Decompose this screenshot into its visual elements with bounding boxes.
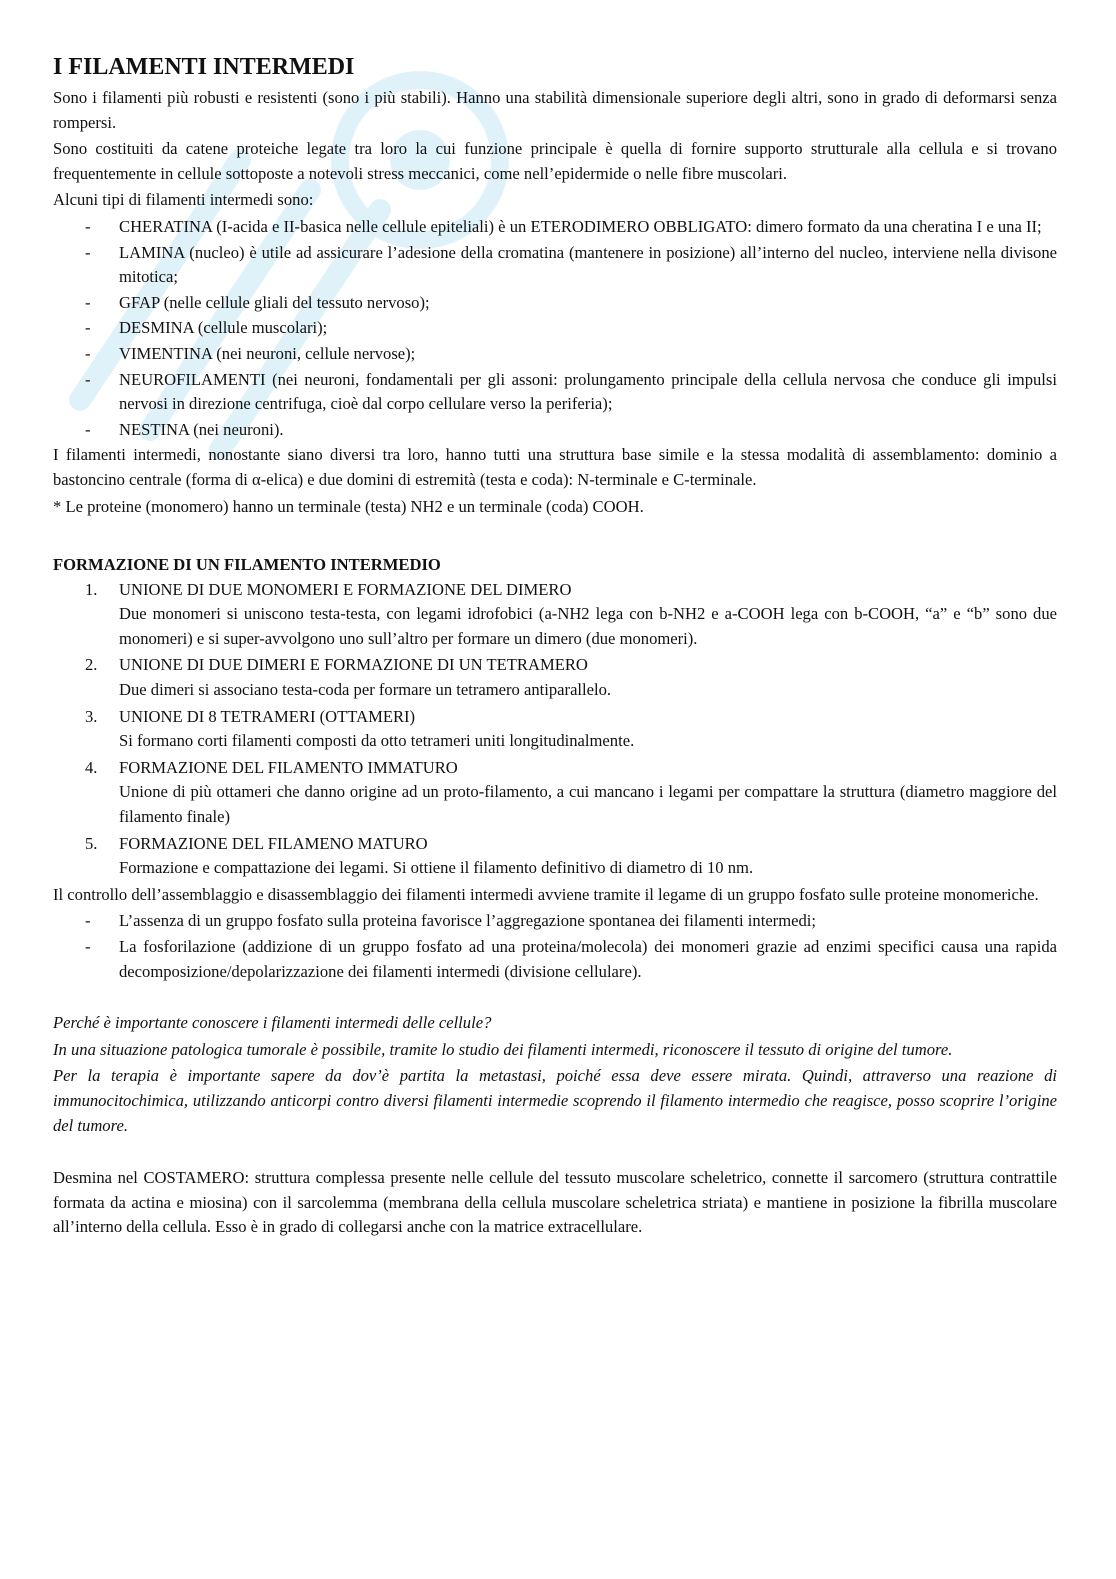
italic-paragraph-2: Per la terapia è importante sapere da dov’è partita la metastasi, poiché essa deve essere mirata. Quindi, attraverso una reazione di immunocitochimica, utilizzando anticorpi contro diversi filamenti intermedie scoprendo il filamento intermedio che reagisce, posso scoprire l’origine del tumore. [53, 1066, 1057, 1135]
list-item: - LAMINA (nucleo) è utile ad assicurare l’adesione della cromatina (mantenere in posizione) all’interno del nucleo, interviene nella divisone mitotica; [85, 242, 1057, 287]
structure-note: * Le proteine (monomero) hanno un terminale (testa) NH2 e un terminale (coda) COOH. [53, 496, 644, 516]
control-paragraph: Il controllo dell’assemblaggio e disassemblaggio dei filamenti intermedi avviene tramite il legame di un gruppo fosfato sulle proteine monomeriche. [53, 884, 1039, 904]
page-title: I FILAMENTI INTERMEDI [53, 54, 355, 80]
step-description: Due dimeri si associano testa-coda per formare un tetramero antiparallelo. [119, 680, 612, 700]
list-item: - VIMENTINA (nei neuroni, cellule nervose); [85, 343, 416, 363]
control-list [53, 909, 1057, 984]
italic-question: Perché è importante conoscere i filamenti intermedi delle cellule? [53, 1013, 492, 1033]
list-item: - CHERATINA (I-acida e II-basica nelle cellule epiteliali) è un ETERODIMERO OBBLIGATO: dimero formato da una cheratina I e una II; [85, 216, 1042, 236]
intro-paragraph-1: Sono i filamenti più robusti e resistenti (sono i più stabili). Hanno una stabilità dimensionale superiore degli altri, sono in grado di deformarsi senza rompersi. [53, 88, 1057, 132]
section-title-formation: FORMAZIONE DI UN FILAMENTO INTERMEDIO [53, 555, 441, 575]
types-list [53, 215, 1057, 442]
list-item: - NESTINA (nei neuroni). [85, 419, 284, 439]
step-heading: FORMAZIONE DEL FILAMENO MATURO [119, 833, 428, 853]
step-heading: UNIONE DI DUE DIMERI E FORMAZIONE DI UN TETRAMERO [119, 655, 588, 675]
step-heading: UNIONE DI DUE MONOMERI E FORMAZIONE DEL DIMERO [119, 579, 572, 599]
step-item: 3. UNIONE DI 8 TETRAMERI (OTTAMERI) Si formano corti filamenti composti da otto tetrameri uniti longitudinalmente. [53, 705, 1057, 754]
step-description: Unione di più ottameri che danno origine ad un proto-filamento, a cui mancano i legami per compattare la struttura (diametro maggiore del filamento finale) [119, 782, 1057, 827]
formation-steps [53, 578, 1057, 881]
step-item: 2. UNIONE DI DUE DIMERI E FORMAZIONE DI UN TETRAMERO Due dimeri si associano testa-coda per formare un tetramero antiparallelo. [53, 653, 1057, 702]
step-heading: UNIONE DI 8 TETRAMERI (OTTAMERI) [119, 706, 416, 726]
step-heading: FORMAZIONE DEL FILAMENTO IMMATURO [119, 757, 458, 777]
list-item: - GFAP (nelle cellule gliali del tessuto nervoso); [85, 292, 430, 312]
intro-paragraph-2: Sono costituiti da catene proteiche legate tra loro la cui funzione principale è quella di fornire supporto strutturale alla cellula e si trovano frequentemente in cellule sottoposte a notevoli stress meccanici, come nell’epidermide o nelle fibre muscolari. [53, 139, 1057, 183]
step-description: Due monomeri si uniscono testa-testa, con legami idrofobici (a-NH2 lega con b-NH2 e a-COOH lega con b-COOH, “a” e “b” sono due monomeri) e si super-avvolgono uno sull’altro per formare un dimero (due monomeri). [119, 604, 1057, 648]
document-page [53, 52, 1057, 1242]
step-item: 5. FORMAZIONE DEL FILAMENO MATURO Formazione e compattazione dei legami. Si ottiene il filamento definitivo di diametro di 10 nm. [53, 832, 1057, 881]
costamero-paragraph: Desmina nel COSTAMERO: struttura complessa presente nelle cellule del tessuto muscolare scheletrico, connette il sarcomero (struttura contrattile formata da actina e miosina) con il sarcolemma (membrana della cellula muscolare scheletrica striata) e mantiene in posizione la fibrilla muscolare all’interno della cellula. Esso è in grado di collegarsi anche con la matrice extracellulare. [53, 1168, 1057, 1237]
step-description: Si formano corti filamenti composti da otto tetrameri uniti longitudinalmente. [119, 731, 635, 751]
list-item: - L’assenza di un gruppo fosfato sulla proteina favorisce l’aggregazione spontanea dei filamenti intermedi; [85, 911, 817, 931]
italic-paragraph-1: In una situazione patologica tumorale è possibile, tramite lo studio dei filamenti intermedi, riconoscere il tessuto di origine del tumore. [53, 1039, 953, 1059]
structure-paragraph: I filamenti intermedi, nonostante siano diversi tra loro, hanno tutti una struttura base simile e la stessa modalità di assemblamento: dominio a bastoncino centrale (forma di α-elica) e due domini di estremità (testa e coda): N-terminale e C-terminale. [53, 445, 1057, 489]
step-item: 4. FORMAZIONE DEL FILAMENTO IMMATURO Unione di più ottameri che danno origine ad un proto-filamento, a cui mancano i legami per compattare la struttura (diametro maggiore del filamento finale) [53, 756, 1057, 830]
step-description: Formazione e compattazione dei legami. Si ottiene il filamento definitivo di diametro di 10 nm. [119, 858, 754, 878]
intro-paragraph-3: Alcuni tipi di filamenti intermedi sono: [53, 190, 314, 210]
list-item: - NEUROFILAMENTI (nei neuroni, fondamentali per gli assoni: prolungamento principale della cellula nervosa che conduce gli impulsi nervosi in direzione centrifuga, cioè dal corpo cellulare verso la periferia); [85, 369, 1057, 414]
step-item: 1. UNIONE DI DUE MONOMERI E FORMAZIONE DEL DIMERO Due monomeri si uniscono testa-testa, con legami idrofobici (a-NH2 lega con b-NH2 e a-COOH lega con b-COOH, “a” e “b” sono due monomeri) e si super-avvolgono uno sull’altro per formare un dimero (due monomeri). [53, 578, 1057, 652]
list-item: - DESMINA (cellule muscolari); [85, 318, 328, 338]
list-item: - La fosforilazione (addizione di un gruppo fosfato ad una proteina/molecola) dei monomeri grazie ad enzimi specifici causa una rapida decomposizione/depolarizzazione dei filamenti intermedi (divisione cellulare). [85, 937, 1057, 981]
